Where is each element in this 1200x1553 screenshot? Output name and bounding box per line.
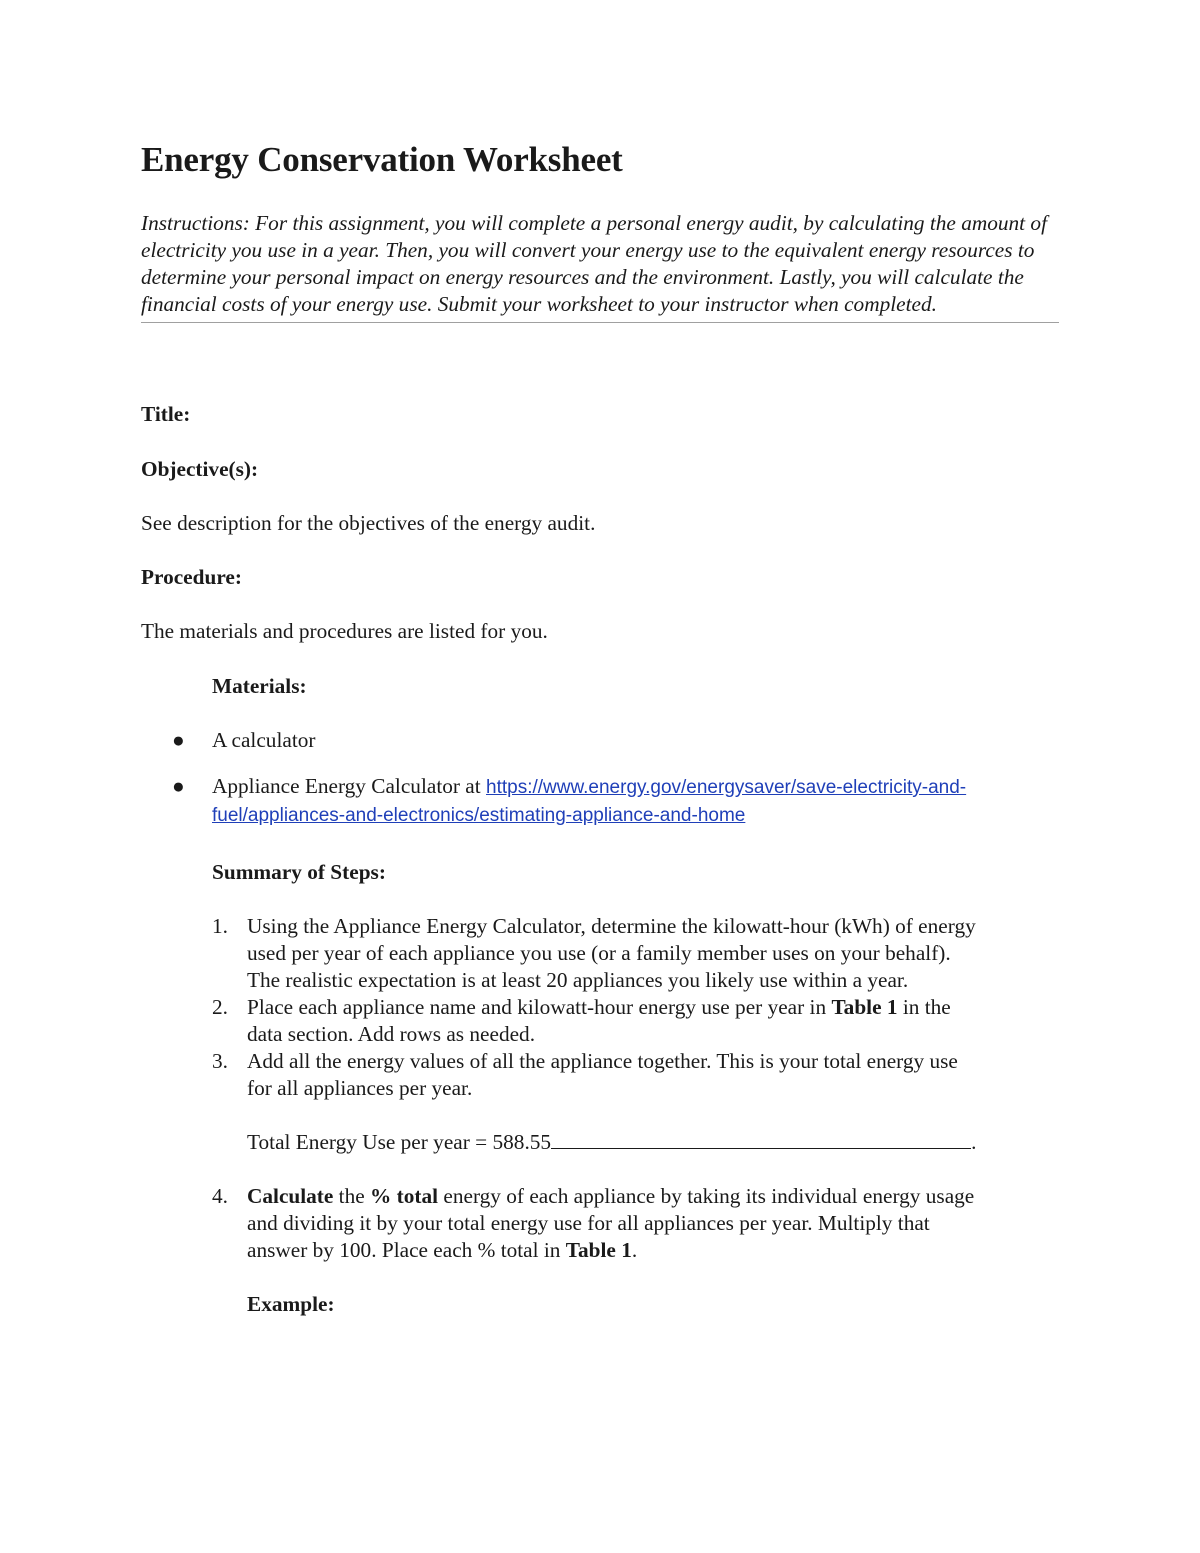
material-item-appliance-calculator [212,773,966,801]
material-item-calculator: A calculator [212,728,316,752]
objectives-text: See description for the objectives of the energy audit. [141,511,596,535]
material-link-continuation [212,801,745,829]
step-number: 2. [212,995,228,1019]
material-item-text: Appliance Energy Calculator at [212,774,486,798]
step-line [247,1183,976,1210]
list-item [212,913,976,994]
step-text: Place each appliance name and kilowatt-hour energy use per year in [247,995,832,1019]
page-title: Energy Conservation Worksheet [141,140,623,179]
step-text: in the [897,995,951,1019]
spacer [247,1264,976,1291]
table-ref: Table 1 [831,995,898,1019]
total-energy-label: Total Energy Use per year = [247,1130,493,1154]
step-line: The realistic expectation is at least 20 appliances you likely use within a year. [247,968,909,992]
example-label: Example: [247,1292,335,1316]
title-label: Title: [141,402,191,426]
instructions-paragraph: Instructions: For this assignment, you will complete a personal energy audit, by calculating the amount of electricity you use in a year. Then, you will convert your energy use to the equivalent energy resources to determine your personal impact on energy resources and the environment. Lastly, you will calculate the financial costs of your energy use. Submit your worksheet to your instructor when completed. [141,210,1059,323]
step-line: for all appliances per year. [247,1076,473,1100]
objectives-label: Objective(s): [141,457,259,481]
total-energy-blank[interactable] [551,1130,971,1149]
list-item [212,994,976,1048]
spacer [247,1102,976,1129]
list-item [212,1048,977,1183]
step-text: . [971,1130,977,1154]
step-number: 3. [212,1049,228,1073]
step-line [247,994,976,1021]
step-number: 1. [212,914,228,938]
step-text: answer by 100. Place each % total in [247,1238,566,1262]
bold-term: Calculate [247,1184,334,1208]
step-line: used per year of each appliance you use (or a family member uses on your behalf). [247,941,951,965]
procedure-label: Procedure: [141,565,242,589]
step-line: Using the Appliance Energy Calculator, determine the kilowatt-hour (kWh) of energy [247,914,976,938]
step-text: energy of each appliance by taking its individual energy usage [438,1184,975,1208]
spacer [247,1156,976,1183]
table-ref: Table 1 [565,1238,632,1262]
bullet-icon: ● [172,774,185,798]
materials-heading: Materials: [212,674,307,698]
list-item [212,1183,976,1318]
bullet-icon: ● [172,728,185,752]
step-line: data section. Add rows as needed. [247,1022,536,1046]
step-line: and dividing it by your total energy use for all appliances per year. Multiply that [247,1211,930,1235]
steps-list [212,913,977,1318]
bold-term: % total [370,1184,439,1208]
step-text: the [333,1184,371,1208]
total-energy-value: 588.55 [492,1130,552,1154]
step-text: . [631,1238,638,1262]
total-energy-line [247,1129,976,1156]
step-line [247,1237,976,1264]
summary-heading: Summary of Steps: [212,860,386,884]
energy-gov-link-continued[interactable]: fuel/appliances-and-electronics/estimating-appliance-and-home [212,805,746,826]
procedure-text: The materials and procedures are listed for you. [141,619,548,643]
step-number: 4. [212,1184,228,1208]
step-line: Add all the energy values of all the appliance together. This is your total energy use [247,1049,958,1073]
energy-gov-link[interactable]: https://www.energy.gov/energysaver/save-electricity-and- [486,777,967,798]
